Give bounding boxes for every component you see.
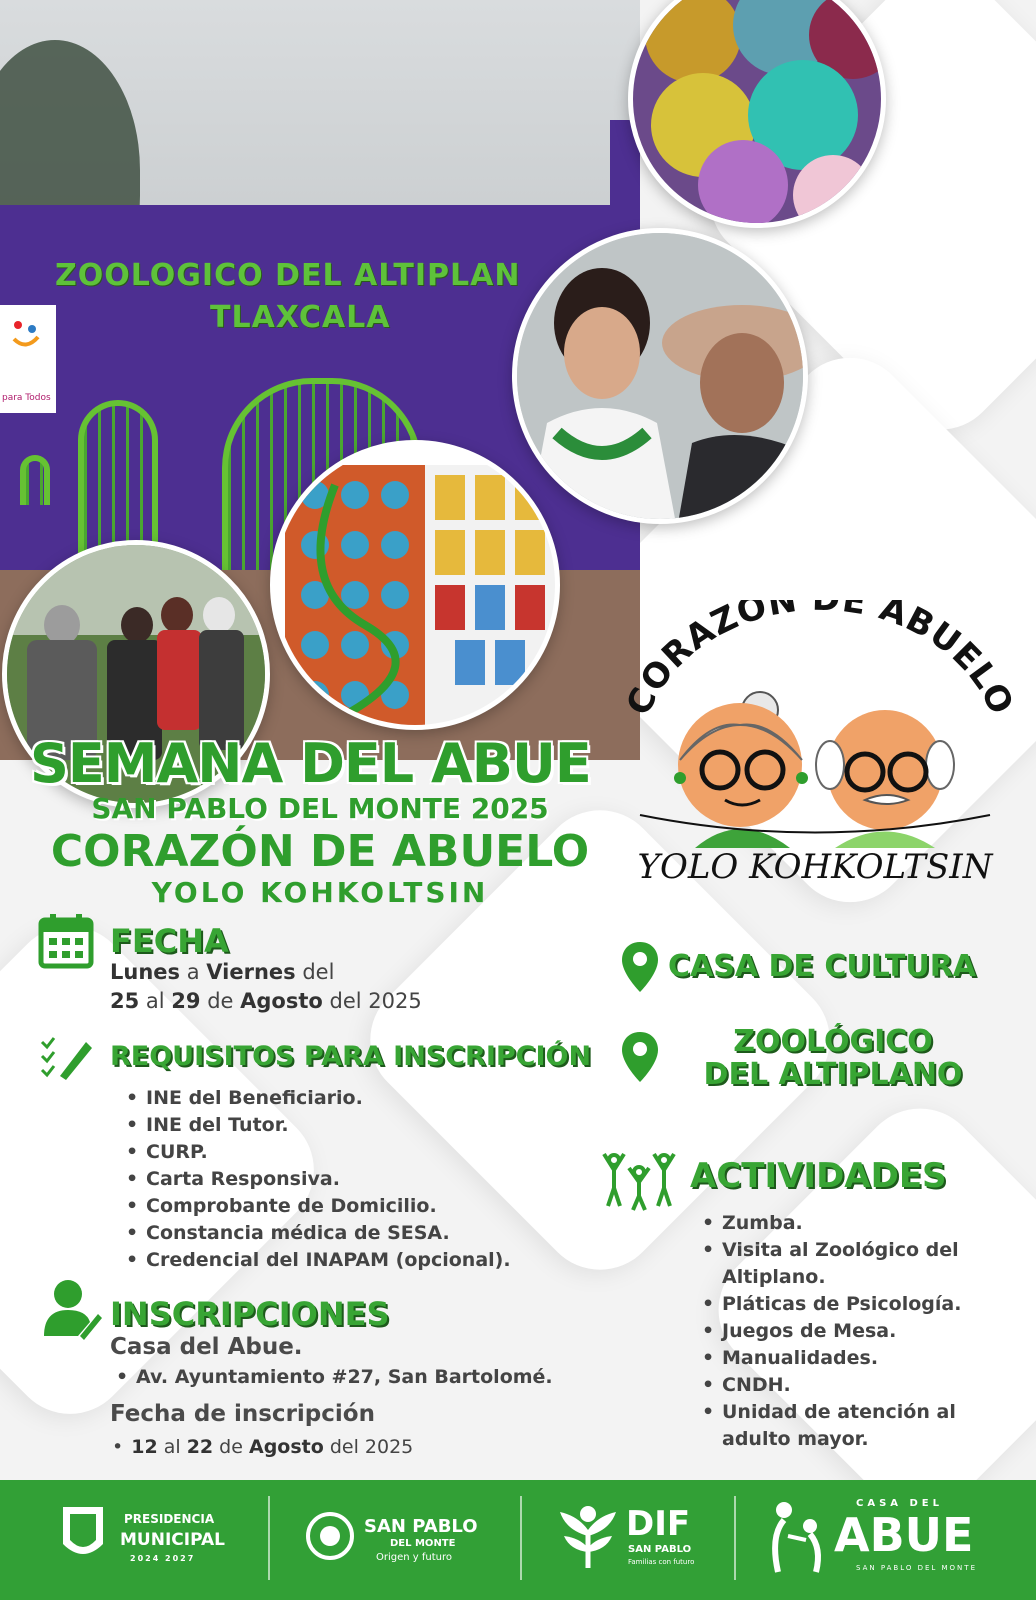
requisitos-item: • Constancia médica de SESA. xyxy=(120,1220,511,1247)
presidencia-municipal-logo xyxy=(60,1494,260,1584)
casa-del-abue-logo xyxy=(764,1490,1024,1585)
event-tagline: CORAZÓN DE ABUELO xyxy=(50,826,590,877)
user-edit-icon xyxy=(42,1278,102,1344)
requisitos-heading: REQUISITOS PARA INSCRIPCIÓN xyxy=(110,1041,592,1072)
requisitos-item: • Carta Responsiva. xyxy=(120,1166,511,1193)
dif-san-pablo-logo xyxy=(556,1490,716,1585)
sp-line1: SAN PABLO xyxy=(364,1516,478,1537)
requisitos-list xyxy=(120,1085,511,1274)
actividades-item: • Zumba. xyxy=(696,1210,996,1237)
sp-line3: Origen y futuro xyxy=(376,1552,453,1563)
dif-line3: Familias con futuro xyxy=(628,1558,695,1566)
fecha-line1: Lunes a Viernes del xyxy=(110,960,335,984)
corazon-de-abuelo-badge xyxy=(610,600,1020,900)
actividades-item: • Pláticas de Psicología. xyxy=(696,1291,996,1318)
actividades-heading: ACTIVIDADES xyxy=(690,1156,947,1196)
event-subtitle: SAN PABLO DEL MONTE 2025 xyxy=(91,792,549,825)
location-pin-icon xyxy=(620,940,660,998)
san-pablo-del-monte-logo xyxy=(304,1494,514,1584)
actividades-item: • Juegos de Mesa. xyxy=(696,1318,996,1345)
board-games-photo xyxy=(270,440,560,730)
side-banner-text: para Todos xyxy=(2,393,51,403)
abue-line3: SAN PABLO DEL MONTE xyxy=(856,1564,977,1572)
zoo-sign-line2: TLAXCALA xyxy=(210,300,391,335)
requisitos-item: • INE del Beneficiario. xyxy=(120,1085,511,1112)
dif-line1: DIF xyxy=(626,1504,691,1544)
grandmother-photo xyxy=(512,228,808,524)
sp-line2: DEL MONTE xyxy=(390,1538,456,1549)
actividades-item: • Visita al Zoológico del Altiplano. xyxy=(696,1237,996,1291)
side-banner xyxy=(0,305,56,413)
pm-line2: MUNICIPAL xyxy=(120,1530,225,1550)
fecha-heading: FECHA xyxy=(110,922,229,960)
footer-logos-bar xyxy=(0,1480,1036,1600)
abue-line2: ABUE xyxy=(834,1508,974,1562)
inscripciones-address-list xyxy=(110,1364,553,1391)
inscripciones-address: • Av. Ayuntamiento #27, San Bartolomé. xyxy=(110,1364,553,1391)
badge-script-text: YOLO KOHKOLTSIN xyxy=(637,847,993,887)
location-pin-icon xyxy=(620,1030,660,1088)
location-zoologico-line2: DEL ALTIPLANO xyxy=(703,1057,963,1092)
requisitos-item: • INE del Tutor. xyxy=(120,1112,511,1139)
event-title: SEMANA DEL ABUE xyxy=(30,732,591,795)
actividades-item: • Manualidades. xyxy=(696,1345,996,1372)
event-tagline-nahuatl: YOLO KOHKOLTSIN xyxy=(151,876,489,909)
inscripciones-heading: INSCRIPCIONES xyxy=(110,1295,390,1333)
requisitos-item: • Credencial del INAPAM (opcional). xyxy=(120,1247,511,1274)
fecha-inscripcion-label: Fecha de inscripción xyxy=(110,1401,375,1427)
actividades-item: • Unidad de atención al adulto mayor. xyxy=(696,1399,996,1453)
fecha-inscripcion-dates: • 12 al 22 de Agosto del 2025 xyxy=(112,1436,414,1458)
dif-line2: SAN PABLO xyxy=(628,1544,692,1555)
checklist-icon xyxy=(40,1034,92,1084)
inscripciones-place: Casa del Abue. xyxy=(110,1334,303,1360)
people-activity-icon xyxy=(602,1150,676,1216)
svg-text:CORAZÓN DE ABUELO xyxy=(619,600,1020,721)
actividades-item: • CNDH. xyxy=(696,1372,996,1399)
location-zoologico-line1: ZOOLÓGICO xyxy=(733,1024,933,1059)
fecha-line2: 25 al 29 de Agosto del 2025 xyxy=(110,989,422,1013)
actividades-list xyxy=(696,1210,996,1453)
location-zoologico xyxy=(668,1025,998,1091)
requisitos-item: • CURP. xyxy=(120,1139,511,1166)
badge-arc-text: CORAZÓN E ABUELO xyxy=(618,600,1020,722)
requisitos-item: • Comprobante de Domicilio. xyxy=(120,1193,511,1220)
location-casa-de-cultura: CASA DE CULTURA xyxy=(668,949,977,984)
zoo-sign-line1: ZOOLOGICO DEL ALTIPLAN xyxy=(55,258,521,293)
pm-line1: PRESIDENCIA xyxy=(124,1512,215,1526)
calendar-icon xyxy=(38,912,94,974)
abue-line1: CASA DEL xyxy=(856,1498,944,1509)
pm-years: 2024 2027 xyxy=(130,1554,196,1563)
